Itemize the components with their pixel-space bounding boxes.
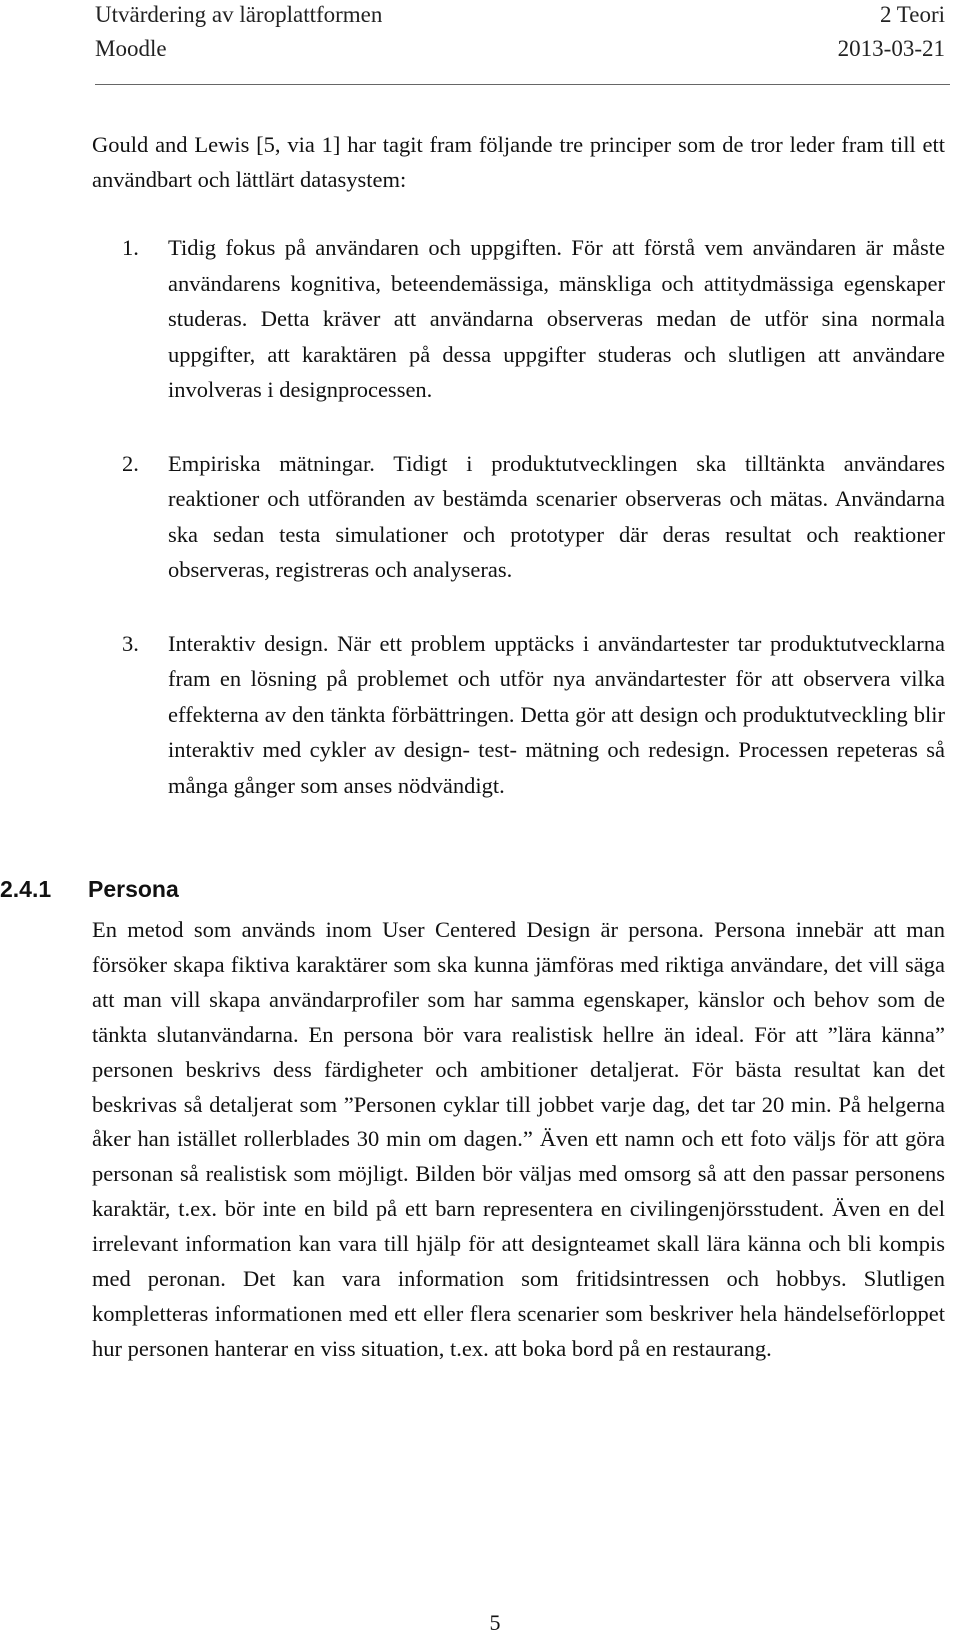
section-number: 2.4.1 — [0, 876, 52, 902]
list-item-text: Empiriska mätningar. Tidigt i produktutvecklingen ska tilltänkta användares reaktioner och utföranden av bestämda scenarier observeras och mätas. Användarna ska sedan testa simulationer och prototyper där deras resultat och reaktioner observeras, registreras och analyseras. — [168, 450, 945, 582]
list-item-text: Interaktiv design. När ett problem upptäcks i användartester tar produktutvecklarna fram en lösning på problemet och utför nya användartester för att observera vilka effekterna av den tänkta förbättringen. Detta gör att design och produktutveckling blir interaktiv med cykler av design- test- mätning och redesign. Processen repeteras så många gånger som anses nödvändigt. — [168, 630, 945, 798]
page-number: 5 — [489, 1610, 501, 1635]
running-header-bottom — [95, 36, 945, 66]
document-subject: Moodle — [95, 36, 167, 61]
list-item-number: 3. — [122, 630, 139, 656]
list-item-number: 1. — [122, 235, 139, 260]
principles-list — [122, 230, 945, 841]
persona-paragraph — [92, 913, 945, 1367]
persona-text: En metod som används inom User Centered Design är persona. Persona innebär att man försöker skapa fiktiva karaktärer som ska kunna jämföras med riktiga användare, det vill säga att man vill skapa användarprofiler som har samma egenskaper, känslor och behov som de tänkta slutanvändarna. En persona bör vara realistisk hellre än ideal. För att ”lära känna” personen beskrivs dess färdigheter och ambitioner detaljerat. För bästa resultat kan det beskrivas så detaljerat som ”Personen cyklar till jobbet varje dag, det tar 20 min. På helgerna åker han istället rollerblades 30 min om dagen.” Även ett namn och ett foto väljs för att göra personan så realistisk som möjligt. Bilden bör väljas med omsorg så att den passar personens karaktär, t.ex. bör inte en bild på ett barn representera en civilingenjörsstudent. Även en del irrelevant information kan vara till hjälp för att designteamet skall lära känna och bli kompis med peronan. Det kan vara information som fritidsintressen och hobbys. Slutligen kompletteras informationen med ett eller flera scenarier som beskriver hela händelseförloppet hur personen hanterar en viss situation, t.ex. att boka bord på en restaurang. — [92, 917, 945, 1361]
header-divider — [95, 84, 950, 85]
intro-paragraph — [92, 127, 945, 197]
document-date: 2013-03-21 — [837, 36, 945, 61]
list-item — [122, 230, 945, 408]
section-title: Persona — [88, 876, 179, 902]
list-item-number: 2. — [122, 450, 139, 476]
list-item-text: Tidig fokus på användaren och uppgiften. För att förstå vem användaren är måste användarens kognitiva, beteendemässiga, mänskliga och attitydmässiga egenskaper studeras. Detta kräver att användarna observeras medan de utför sina normala uppgifter, att karaktären på dessa uppgifter studeras och slutligen att användare involveras i designprocessen. — [168, 235, 945, 402]
running-header-top — [95, 2, 945, 32]
list-item — [122, 626, 945, 804]
section-heading — [0, 876, 179, 903]
chapter-label: 2 Teori — [879, 2, 945, 27]
document-title: Utvärdering av läroplattformen — [95, 2, 383, 27]
intro-text: Gould and Lewis [5, via 1] har tagit fram följande tre principer som de tror leder fram till ett användbart och lättlärt datasystem: — [92, 132, 945, 192]
list-item — [122, 446, 945, 588]
